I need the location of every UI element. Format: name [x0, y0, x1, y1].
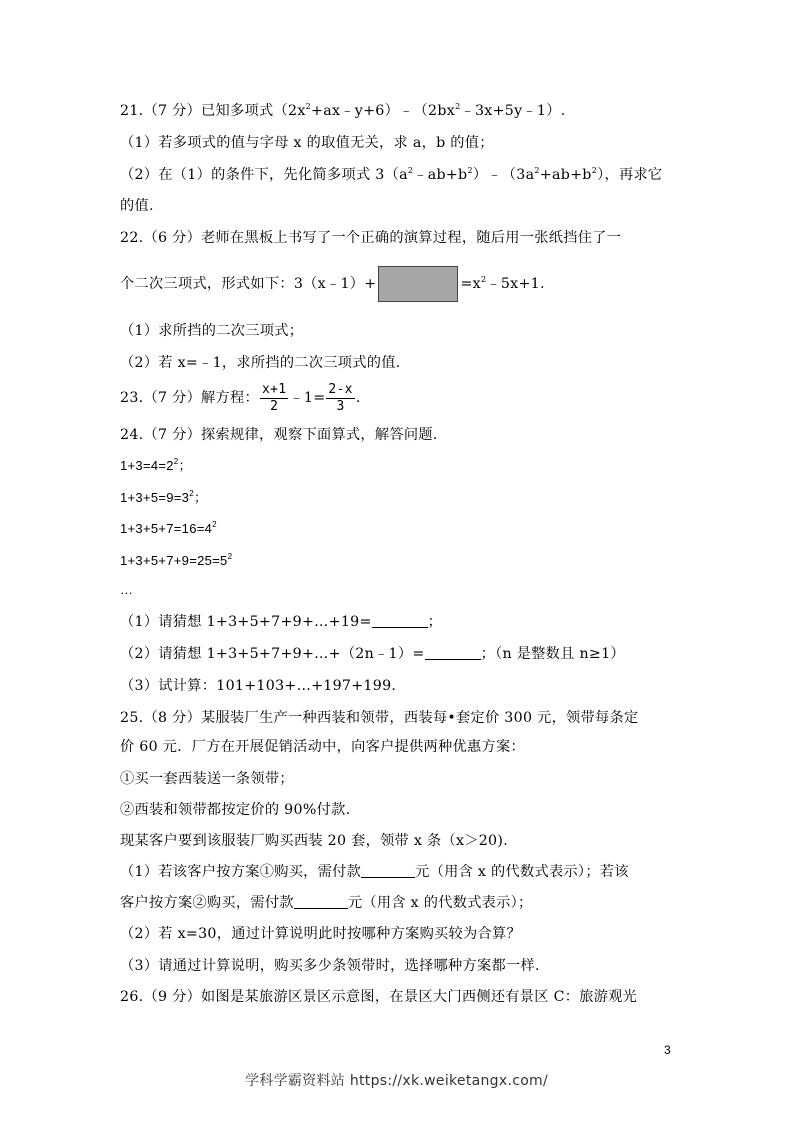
q21-part2: （2）在（1）的条件下，先化简多项式 $3(a^2﹣ab+b^2)﹣(3a^2+ab+b^2)$，再求它: [120, 166, 663, 183]
q22-title: 22.（6 分）老师在黑板上书写了一个正确的演算过程，随后用一张纸挡住了一: [120, 230, 622, 246]
q26-title: 26.（9 分）如图是某旅游区景区示意图，在景区大门西侧还有景区 C：旅游观光: [120, 989, 638, 1005]
q22-part1: （1）求所挡的二次三项式；: [120, 323, 304, 339]
q24-part3: （3）试计算：101+103+…+197+199.: [120, 678, 397, 694]
covered-expression-box: [378, 266, 458, 302]
q24-eq2: $1+3+5=9=3^2$；: [120, 489, 208, 505]
q21-part1: （1）若多项式的值与字母 x 的取值无关，求 a，b 的值；: [120, 135, 494, 151]
fraction-left: $\frac{x+1}{2}$: [262, 381, 287, 414]
q24-part2: （2）请猜想 1+3+5+7+9+…+（2n﹣1）= ；（n 是整数且 n≥1）: [120, 646, 625, 662]
q25-option1: ①买一套西装送一条领带；: [120, 771, 294, 787]
q24-ellipsis: …: [120, 582, 134, 597]
q25-title-cont: 价 60 元．厂方在开展促销活动中，向客户提供两种优惠方案：: [120, 739, 525, 755]
footer-watermark: 学科学霸资料站 https://xk.weiketangx.com/: [244, 1073, 549, 1089]
fraction-right: $\frac{2-x}{3}$: [328, 381, 353, 414]
q24-part1: （1）请猜想 1+3+5+7+9+…+19= ；: [120, 614, 443, 630]
answer-blank[interactable]: [425, 645, 481, 660]
q22-formula: 个二次三项式，形式如下：3（x﹣1）+ $=x^2﹣5x+1$.: [120, 266, 545, 302]
answer-blank[interactable]: [361, 863, 415, 878]
answer-blank[interactable]: [294, 894, 348, 909]
q25-title: 25.（8 分）某服装厂生产一种西装和领带，西装每•套定价 300 元，领带每条定: [120, 710, 639, 726]
answer-blank[interactable]: [372, 613, 428, 628]
q25-intro: 现某客户要到该服装厂购买西装 20 套，领带 x 条（x＞20).: [120, 833, 509, 849]
q24-title: 24.（7 分）探索规律，观察下面算式，解答问题.: [120, 427, 438, 443]
q22-part2: （2）若 x=﹣1，求所挡的二次三项式的值.: [120, 355, 401, 371]
q24-eq3: $1+3+5+7=16=4^2$: [120, 520, 217, 536]
q25-part3: （3）请通过计算说明，购买多少条领带时，选择哪种方案都一样.: [120, 958, 540, 974]
q23-title: 23.（7 分）解方程： $\frac{x+1}{2}$ ﹣1= $\frac{2-x}{3}$ .: [120, 381, 361, 414]
q24-eq4: $1+3+5+7+9=25=5^2$: [120, 552, 233, 568]
q21-part2-cont: 的值.: [120, 198, 154, 214]
q25-part1-cont: 客户按方案②购买，需付款 元（用含 x 的代数式表示）；: [120, 895, 533, 911]
q21-title: 21.（7 分）已知多项式$(2x^2+ax﹣y+6)﹣(2bx^2﹣3x+5y﹣1)$.: [120, 102, 566, 119]
q25-part2: （2）若 x=30，通过计算说明此时按哪种方案购买较为合算？: [120, 926, 521, 942]
q24-eq1: $1+3=4=2^2$；: [120, 457, 192, 473]
q25-option2: ②西装和领带都按定价的 90%付款.: [120, 802, 351, 818]
q25-part1: （1）若该客户按方案①购买，需付款 元（用含 x 的代数式表示）；若该: [120, 864, 629, 880]
page-number: 3: [664, 1043, 671, 1057]
